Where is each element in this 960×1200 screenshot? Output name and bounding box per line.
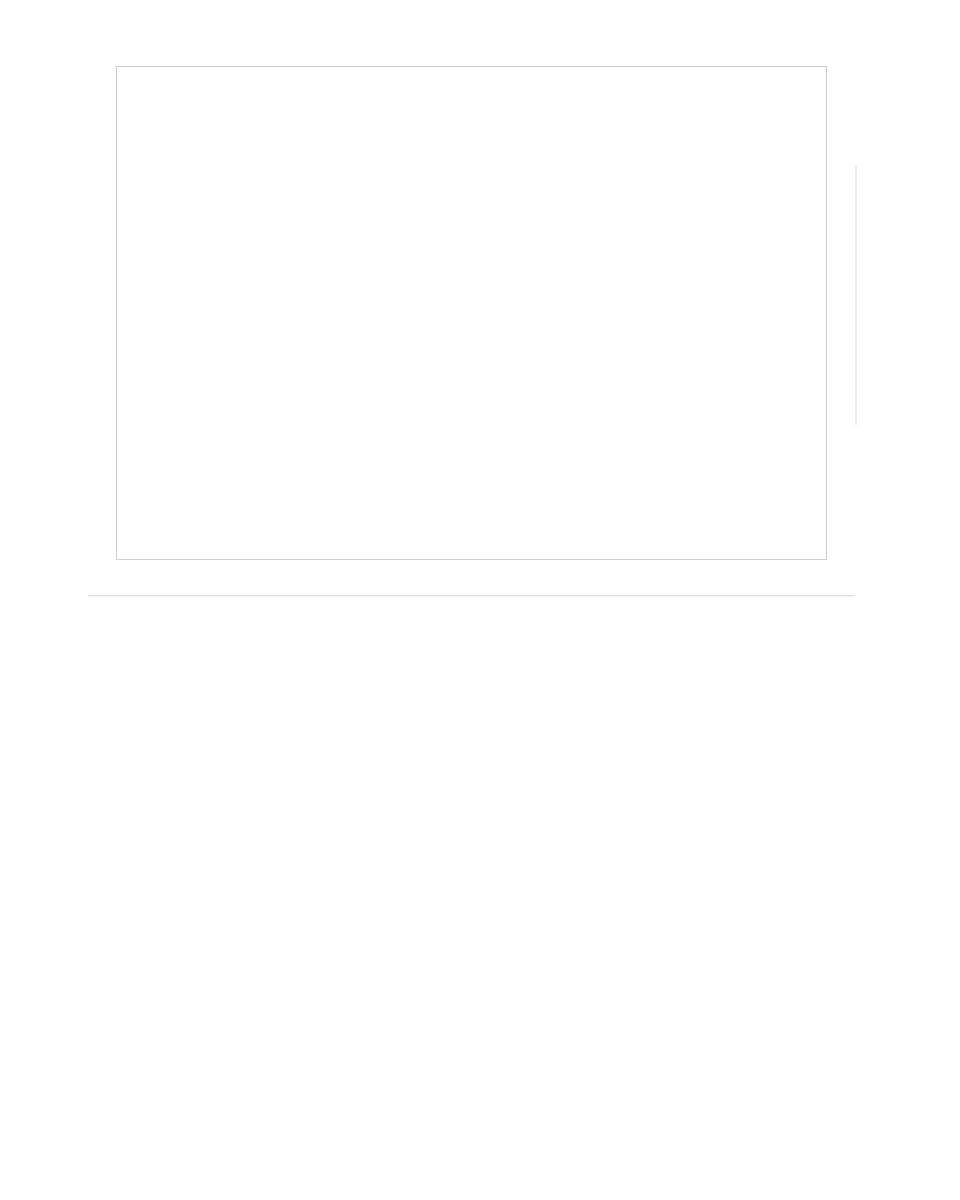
page-edge-shadow [855, 165, 857, 425]
weekly-schedule-page [88, 597, 855, 1113]
family-planner-page [116, 66, 827, 560]
